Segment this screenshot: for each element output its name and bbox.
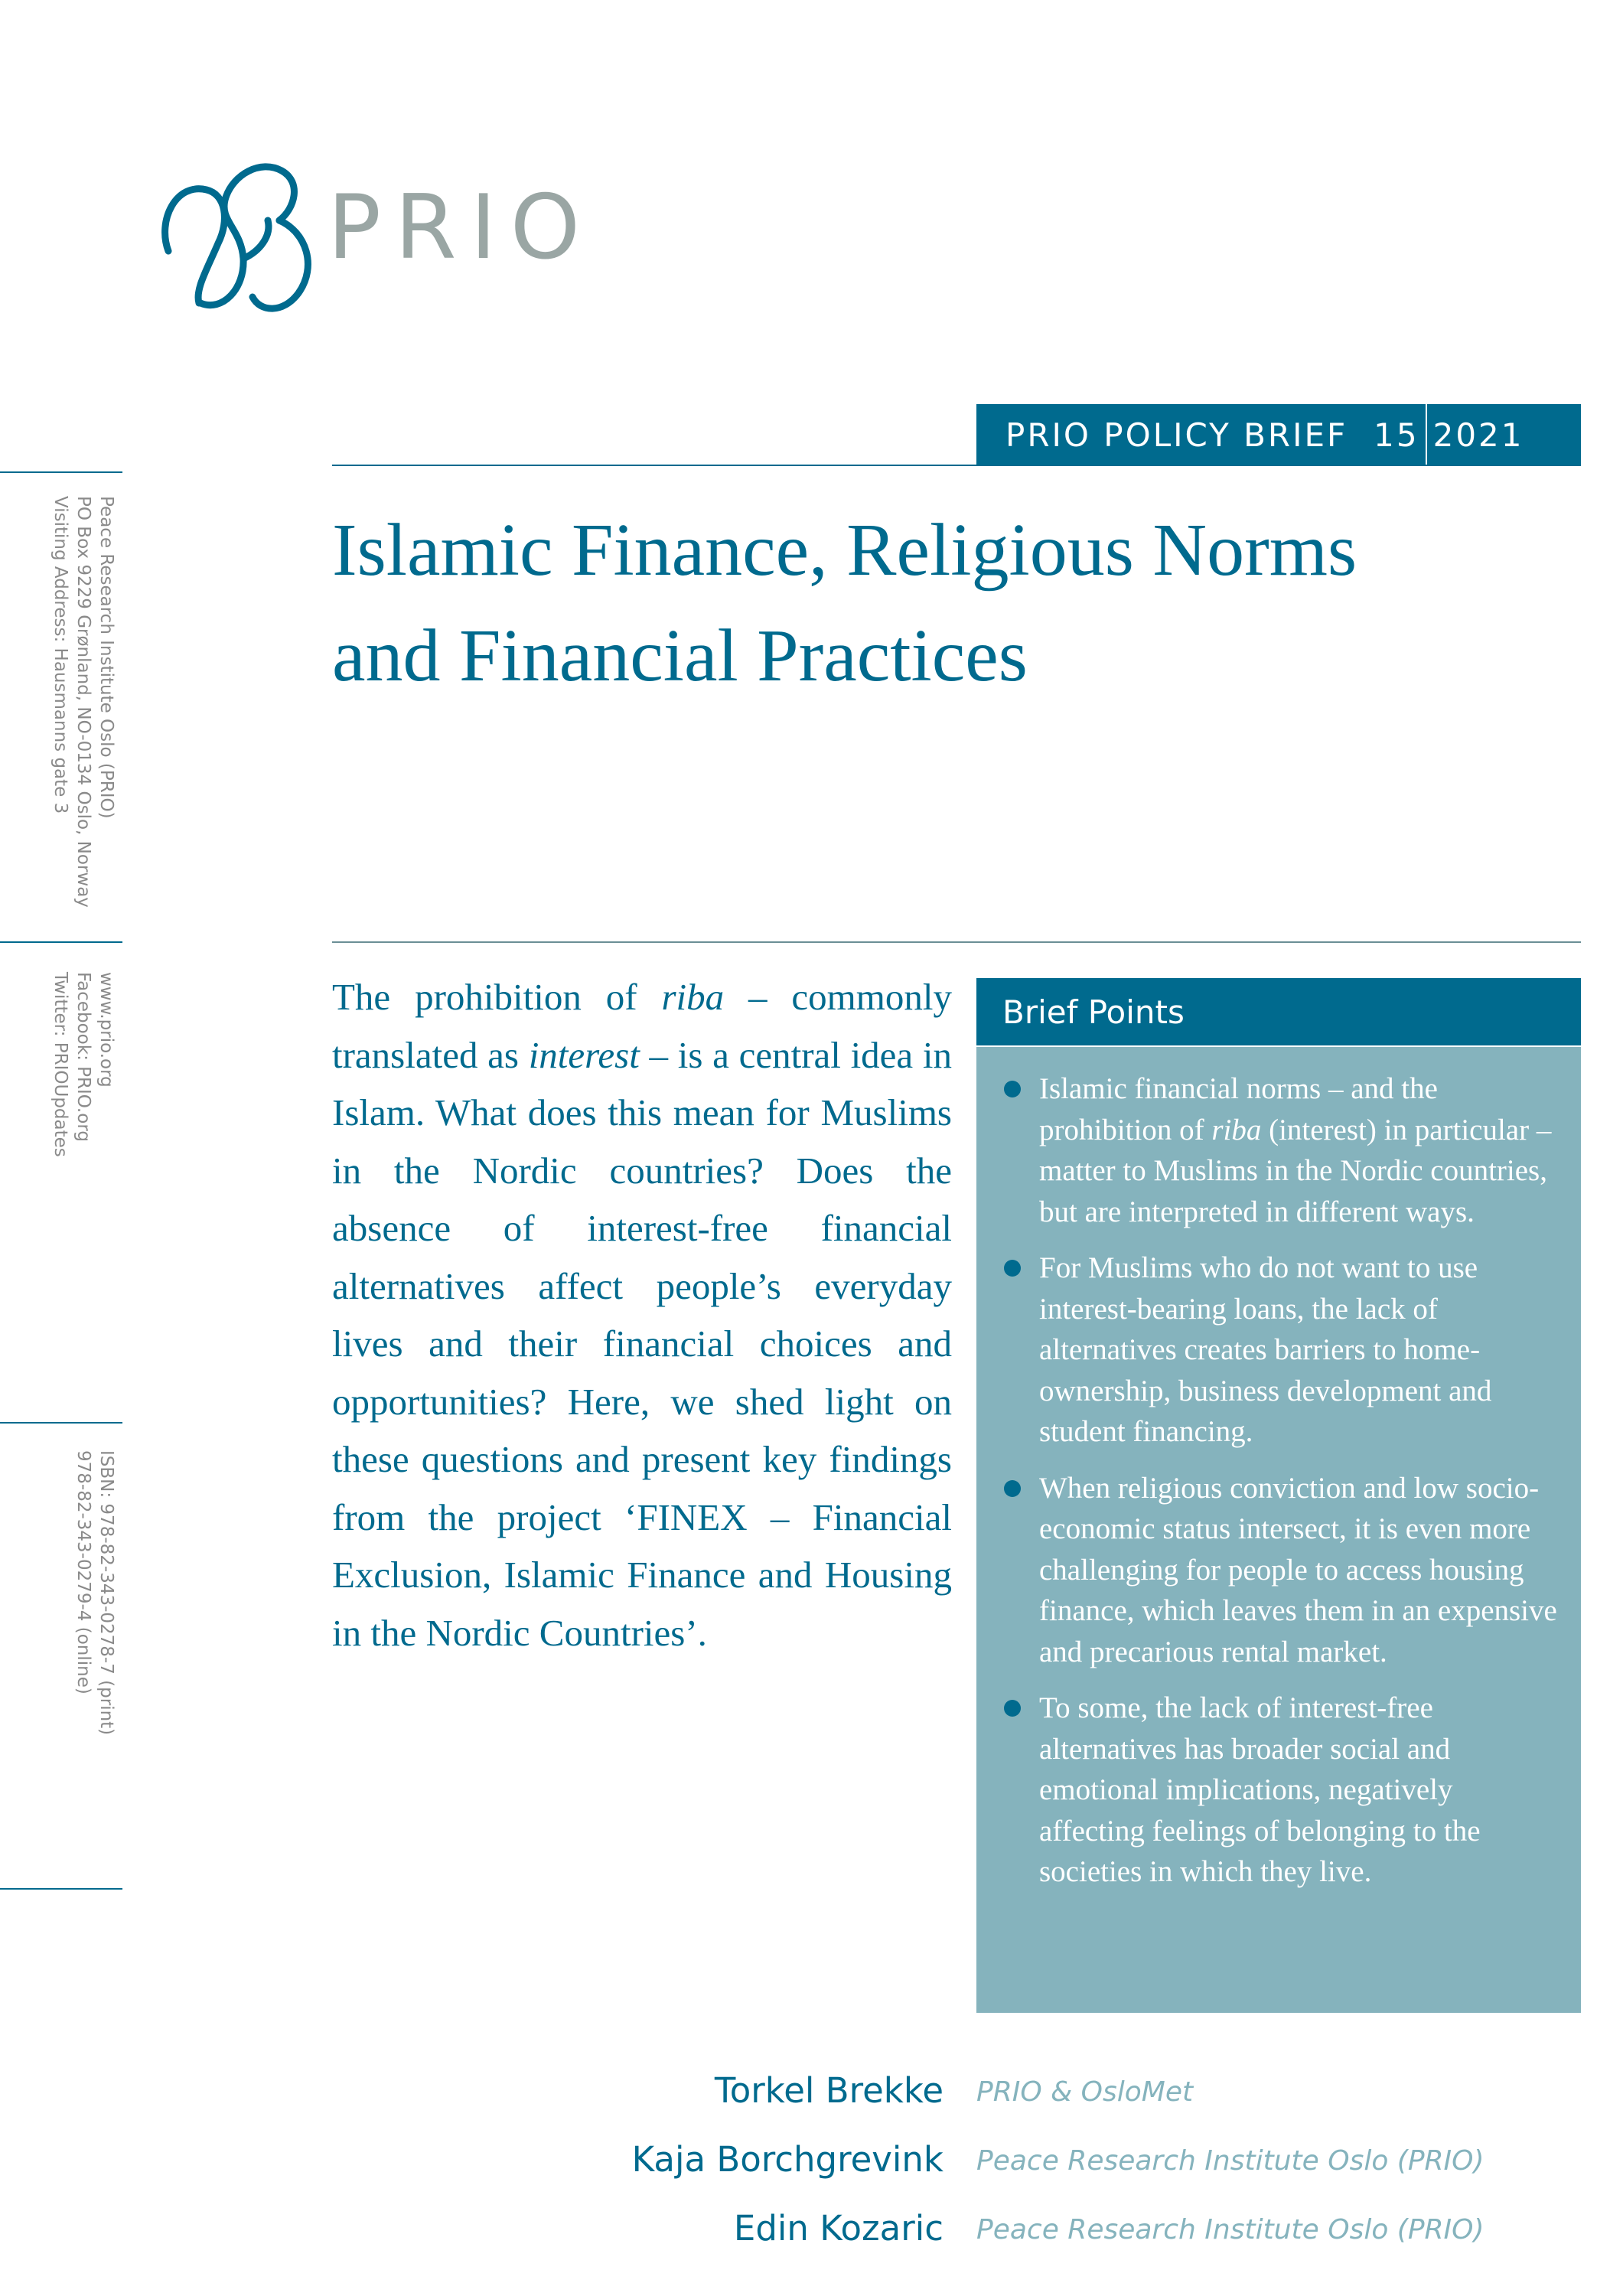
- intro-text: The prohibition of: [332, 976, 662, 1018]
- top-rule: [332, 465, 1581, 466]
- author-name: Torkel Brekke: [714, 2070, 943, 2111]
- sidebar-web: [49, 972, 118, 1157]
- bullet-icon: [1004, 1480, 1021, 1497]
- brief-points-panel: [976, 1047, 1581, 2013]
- website-link[interactable]: www.prio.org: [96, 972, 116, 1088]
- author-affiliation: PRIO & OsloMet: [976, 2076, 1194, 2108]
- brief-point: [976, 1068, 1564, 1232]
- brief-point-text: To some, the lack of interest-free alternatives has broader social and emotional implications, negatively affecting feelings of belonging to the societies in which they live.: [1039, 1691, 1481, 1888]
- policy-brief-banner: [976, 404, 1581, 465]
- prio-logo-text: PRIO: [328, 176, 595, 279]
- brief-points-list: [976, 1047, 1581, 1893]
- author-name: Edin Kozaric: [733, 2208, 943, 2249]
- twitter-link[interactable]: Twitter: PRIOUpdates: [51, 972, 70, 1157]
- sidebar-rule-1: [0, 471, 122, 473]
- bullet-icon: [1004, 1700, 1021, 1717]
- intro-term-interest: interest: [528, 1033, 640, 1076]
- brief-point-text: For Muslims who do not want to use interest-bearing loans, the lack of alternatives creates barriers to homeownership, business development and student financing.: [1039, 1251, 1492, 1448]
- bullet-icon: [1004, 1260, 1021, 1277]
- bullet-icon: [1004, 1081, 1021, 1097]
- intro-paragraph: [332, 968, 952, 1662]
- author-affiliation: Peace Research Institute Oslo (PRIO): [976, 2145, 1484, 2177]
- brief-point: [976, 1247, 1564, 1453]
- sidebar-rule-4: [0, 1888, 122, 1890]
- sidebar-rule-2: [0, 941, 122, 943]
- author-affiliation: Peace Research Institute Oslo (PRIO): [976, 2214, 1484, 2245]
- sidebar-address: [49, 496, 118, 908]
- address-line: Peace Research Institute Oslo (PRIO): [96, 496, 116, 819]
- address-line: PO Box 9229 Grønland, NO-0134 Oslo, Norway: [73, 496, 93, 908]
- brief-points-heading: Brief Points: [1002, 993, 1185, 1031]
- brief-point: [976, 1468, 1564, 1673]
- series-divider: [1426, 392, 1427, 468]
- series-number: 15: [1374, 416, 1419, 454]
- middle-rule: [332, 941, 1581, 943]
- title-line-1: Islamic Finance, Religious Norms: [332, 509, 1357, 592]
- intro-term-riba: riba: [661, 976, 725, 1018]
- brief-point: [976, 1688, 1564, 1893]
- page-title: [332, 497, 1587, 709]
- facebook-link[interactable]: Facebook: PRIO.org: [73, 972, 93, 1142]
- intro-text: – is a central idea in Islam. What does this mean for Muslims in the Nordic countries? Does the absence of interest-free financial alternatives affect people’s everyday lives and their financial choices and opportunities? Here, we shed light on these questions and present key findings from the project ‘FINEX – Financial Exclusion, Islamic Finance and Housing in the Nordic Countries’.: [332, 1033, 952, 1654]
- brief-point-text: When religious conviction and low socio-economic status intersect, it is even more challenging for people to access housing finance, which leaves them in an expensive and precarious rental market.: [1039, 1471, 1557, 1668]
- brief-point-text: (interest) in particular – matter to Muslims in the Nordic countries, but are interpreted in different ways.: [1039, 1113, 1552, 1228]
- brief-points-header: [976, 978, 1581, 1045]
- address-line: Visiting Address: Hausmanns gate 3: [51, 496, 70, 814]
- sidebar-rule-3: [0, 1422, 122, 1424]
- isbn-online: 978-82-343-0279-4 (online): [73, 1450, 93, 1694]
- intro-text: – commonly translated as: [332, 976, 952, 1076]
- brief-point-text: Islamic financial norms – and the prohibition of: [1039, 1072, 1438, 1146]
- brief-point-term: riba: [1211, 1113, 1262, 1146]
- isbn-print: ISBN: 978-82-343-0278-7 (print): [96, 1450, 116, 1736]
- author-name: Kaja Borchgrevink: [631, 2139, 943, 2180]
- series-label: PRIO POLICY BRIEF: [1005, 416, 1348, 454]
- sidebar-isbn: [72, 1450, 118, 1735]
- series-year: 2021: [1432, 416, 1524, 454]
- title-line-2: and Financial Practices: [332, 615, 1028, 697]
